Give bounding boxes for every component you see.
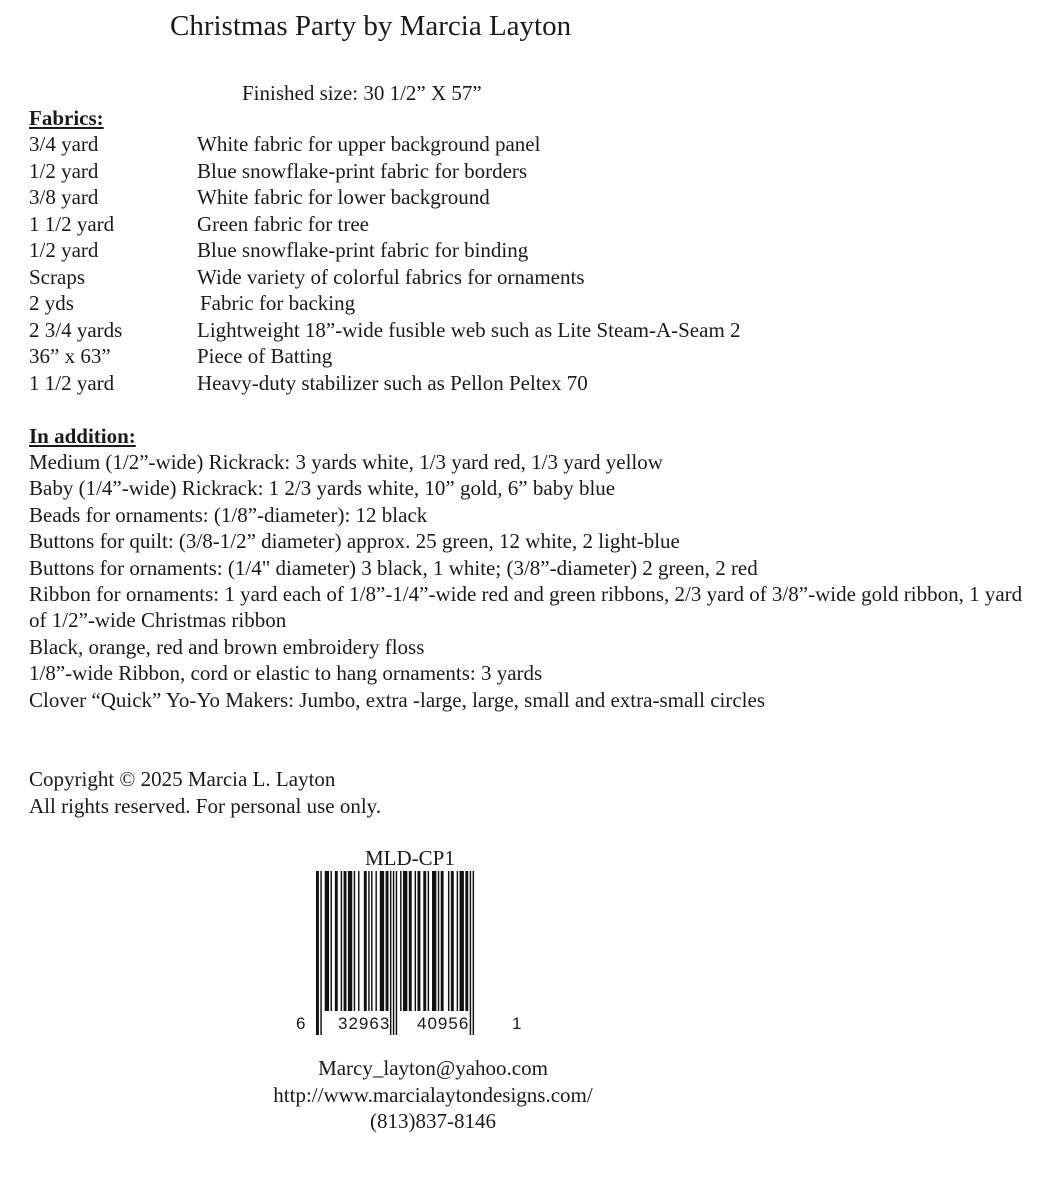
fabric-quantity: 3/8 yard — [29, 185, 99, 209]
barcode-bar — [344, 871, 347, 1011]
fabric-quantity: 2 yds — [29, 291, 74, 315]
fabric-description: Wide variety of colorful fabrics for ornaments — [197, 264, 585, 289]
barcode-bar — [415, 871, 416, 1011]
barcode-bar — [400, 871, 401, 1011]
addition-item: 1/8”-wide Ribbon, cord or elastic to hang ornaments: 3 yards — [29, 661, 543, 686]
barcode-bar — [409, 871, 412, 1011]
fabric-description: Piece of Batting — [197, 344, 333, 368]
addition-item: Clover “Quick” Yo-Yo Makers: Jumbo, extra -large, large, small and extra-small circles — [29, 687, 765, 712]
barcode-bar — [432, 871, 436, 1011]
fabric-quantity: 3/4 yard — [29, 132, 99, 156]
barcode-bar — [375, 871, 376, 1011]
rights-line: All rights reserved. For personal use only. — [29, 793, 382, 818]
product-code: MLD-CP1 — [365, 846, 455, 870]
fabric-description: Fabric for backing — [200, 291, 356, 315]
fabric-row — [29, 158, 1029, 185]
barcode-bar — [473, 871, 474, 1035]
barcode-bar — [358, 871, 359, 1011]
barcode-bar — [403, 871, 407, 1011]
barcode-bar — [335, 871, 338, 1011]
barcode-bar — [470, 871, 471, 1035]
fabric-description: Blue snowflake-print fabric for borders — [197, 158, 528, 183]
barcode-bar — [451, 871, 454, 1011]
fabric-row — [29, 184, 1029, 211]
barcode-bar — [380, 871, 384, 1011]
fabrics-list — [29, 131, 1029, 396]
fabric-quantity: 1 1/2 yard — [29, 370, 115, 395]
barcode-bar — [320, 871, 321, 1035]
fabric-quantity: 1/2 yard — [29, 158, 99, 183]
fabric-row — [29, 211, 1029, 238]
fabric-quantity: Scraps — [29, 264, 85, 289]
fabric-row — [29, 131, 1029, 158]
barcode-bar — [438, 871, 439, 1011]
fabric-row — [29, 264, 1029, 291]
fabric-quantity: 1 1/2 yard — [29, 211, 115, 236]
addition-list — [29, 449, 1029, 713]
fabric-quantity: 2 3/4 yards — [29, 317, 123, 342]
addition-item: Buttons for quilt: (3/8-1/2” diameter) approx. 25 green, 12 white, 2 light-blue — [29, 529, 680, 554]
barcode-bar — [331, 871, 332, 1011]
addition-item: Black, orange, red and brown embroidery floss — [29, 634, 425, 659]
addition-heading: In addition: — [29, 424, 136, 448]
barcode-bar — [448, 871, 449, 1011]
barcode-bar — [441, 871, 444, 1011]
fabric-row — [29, 237, 1029, 264]
barcode-bars — [296, 871, 526, 1035]
fabric-row — [29, 317, 1029, 344]
barcode-bar — [325, 871, 329, 1011]
barcode-digits-left: 32963 — [338, 1014, 391, 1033]
barcode-bar — [371, 871, 372, 1011]
fabric-description: Heavy-duty stabilizer such as Pellon Peltex 70 — [197, 370, 588, 395]
fabric-quantity: 1/2 yard — [29, 238, 99, 262]
contact-website[interactable]: http://www.marcialaytondesigns.com/ — [273, 1082, 593, 1107]
fabrics-heading: Fabrics: — [29, 106, 104, 130]
fabric-description: Blue snowflake-print fabric for binding — [197, 238, 529, 262]
barcode-bar — [386, 871, 389, 1011]
addition-item: Beads for ornaments: (1/8”-diameter): 12 black — [29, 502, 428, 527]
barcode-digit-first: 6 — [296, 1014, 306, 1033]
page-title: Christmas Party by Marcia Layton — [170, 10, 572, 42]
barcode-bar — [316, 871, 319, 1035]
finished-size: Finished size: 30 1/2” X 57” — [242, 81, 482, 105]
barcode-bar — [364, 871, 367, 1011]
barcode-bar — [368, 871, 369, 1011]
contact-email[interactable]: Marcy_layton@yahoo.com — [318, 1056, 548, 1080]
fabric-row — [29, 370, 1029, 397]
addition-item: Ribbon for ornaments: 1 yard each of 1/8”-1/4”-wide red and green ribbons, 2/3 yard of 3/8”-wide gold ribbon, 1 yard of 1/2”-wide Christmas ribbon — [29, 582, 1023, 633]
copyright-block — [29, 766, 381, 819]
fabric-description: White fabric for upper background panel — [197, 132, 541, 156]
addition-item: Buttons for ornaments: (1/4" diameter) 3 black, 1 white; (3/8”-diameter) 2 green, 2 red — [29, 555, 758, 580]
barcode-bar — [418, 871, 421, 1011]
fabric-row — [29, 343, 1029, 370]
contact-block — [0, 1055, 866, 1135]
copyright-line: Copyright © 2025 Marcia L. Layton — [29, 767, 336, 791]
barcode-bar — [460, 871, 464, 1011]
contact-phone: (813)837-8146 — [370, 1109, 496, 1133]
barcode-digit-last: 1 — [512, 1014, 522, 1033]
addition-item: Medium (1/2”-wide) Rickrack: 3 yards white, 1/3 yard red, 1/3 yard yellow — [29, 450, 663, 474]
barcode-bar — [354, 871, 355, 1011]
barcode-bar — [396, 871, 397, 1035]
addition-item: Baby (1/4”-wide) Rickrack: 1 2/3 yards white, 10” gold, 6” baby blue — [29, 476, 616, 501]
barcode-bar — [423, 871, 426, 1011]
barcode-bar — [465, 871, 468, 1011]
barcode-bar — [393, 871, 394, 1035]
fabric-description: Green fabric for tree — [197, 211, 369, 236]
barcode — [296, 871, 526, 1035]
fabric-description: Lightweight 18”-wide fusible web such as Lite Steam-A-Seam 2 — [197, 317, 741, 342]
fabric-quantity: 36” x 63” — [29, 344, 111, 368]
barcode-bar — [457, 871, 458, 1011]
fabric-row — [29, 290, 1029, 317]
fabric-description: White fabric for lower background — [197, 185, 490, 209]
barcode-bar — [341, 871, 342, 1011]
barcode-digits-right: 40956 — [417, 1014, 470, 1033]
barcode-bar — [390, 871, 391, 1035]
barcode-bar — [428, 871, 429, 1011]
barcode-bar — [348, 871, 352, 1011]
